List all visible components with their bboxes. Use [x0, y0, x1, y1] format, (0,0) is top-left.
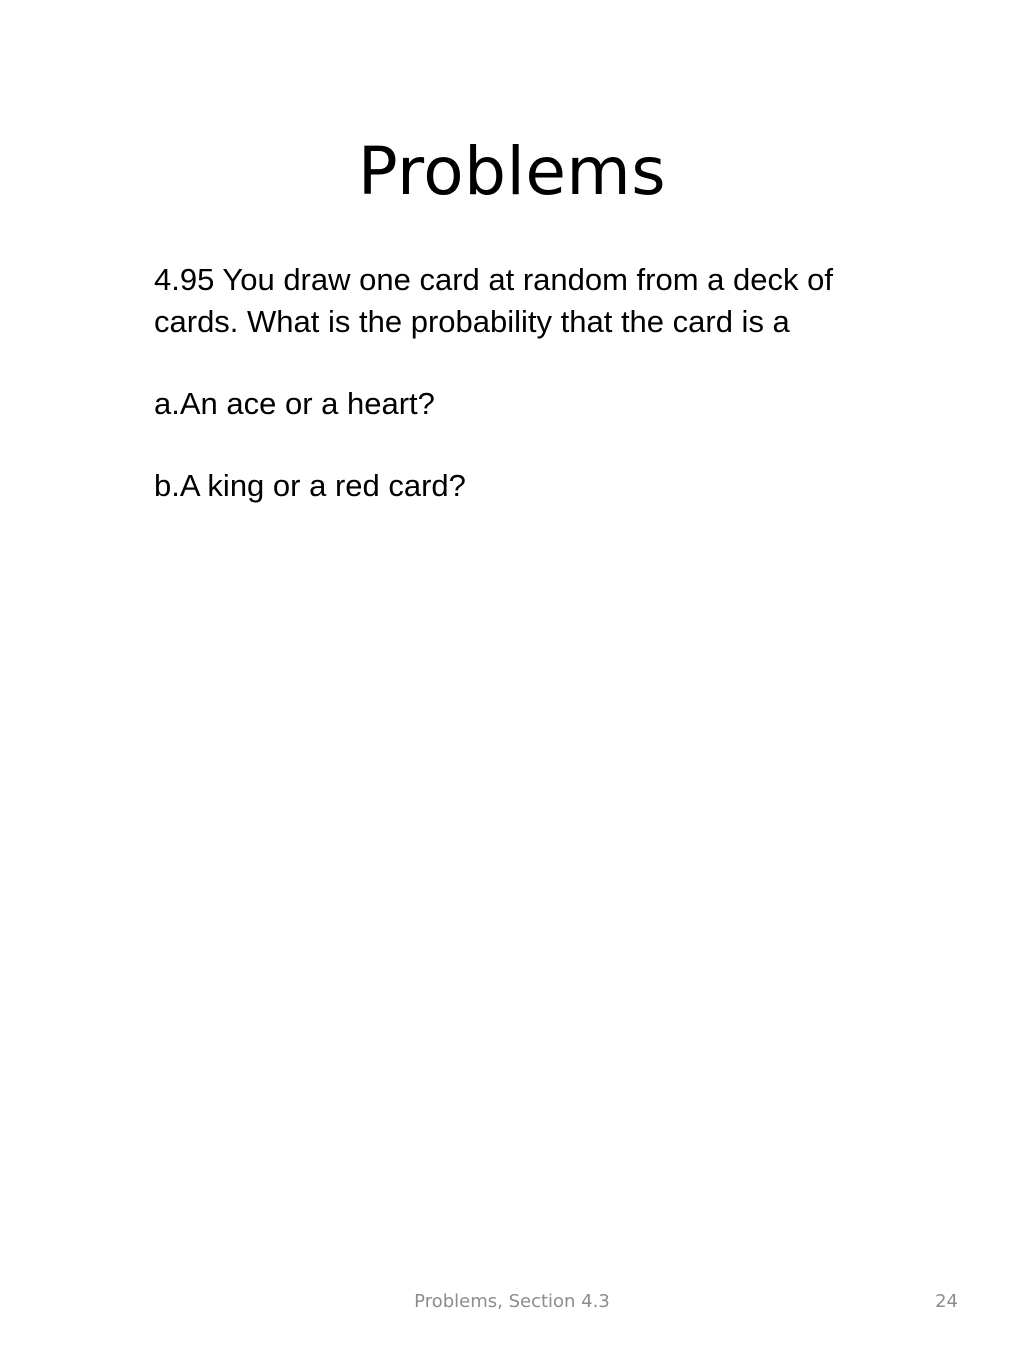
problem-text [154, 259, 954, 507]
spacer [154, 425, 954, 465]
slide-title: Problems [357, 133, 667, 210]
page-number: 24 [935, 1291, 958, 1312]
problem-line-1: 4.95 You draw one card at random from a deck of [154, 262, 833, 297]
footer-text: Problems, Section 4.3 [414, 1291, 610, 1312]
problem-part-a: a.An ace or a heart? [154, 386, 435, 421]
problem-line-2: cards. What is the probability that the card is a [154, 304, 790, 339]
problem-part-b: b.A king or a red card? [154, 468, 466, 503]
spacer [154, 343, 954, 383]
